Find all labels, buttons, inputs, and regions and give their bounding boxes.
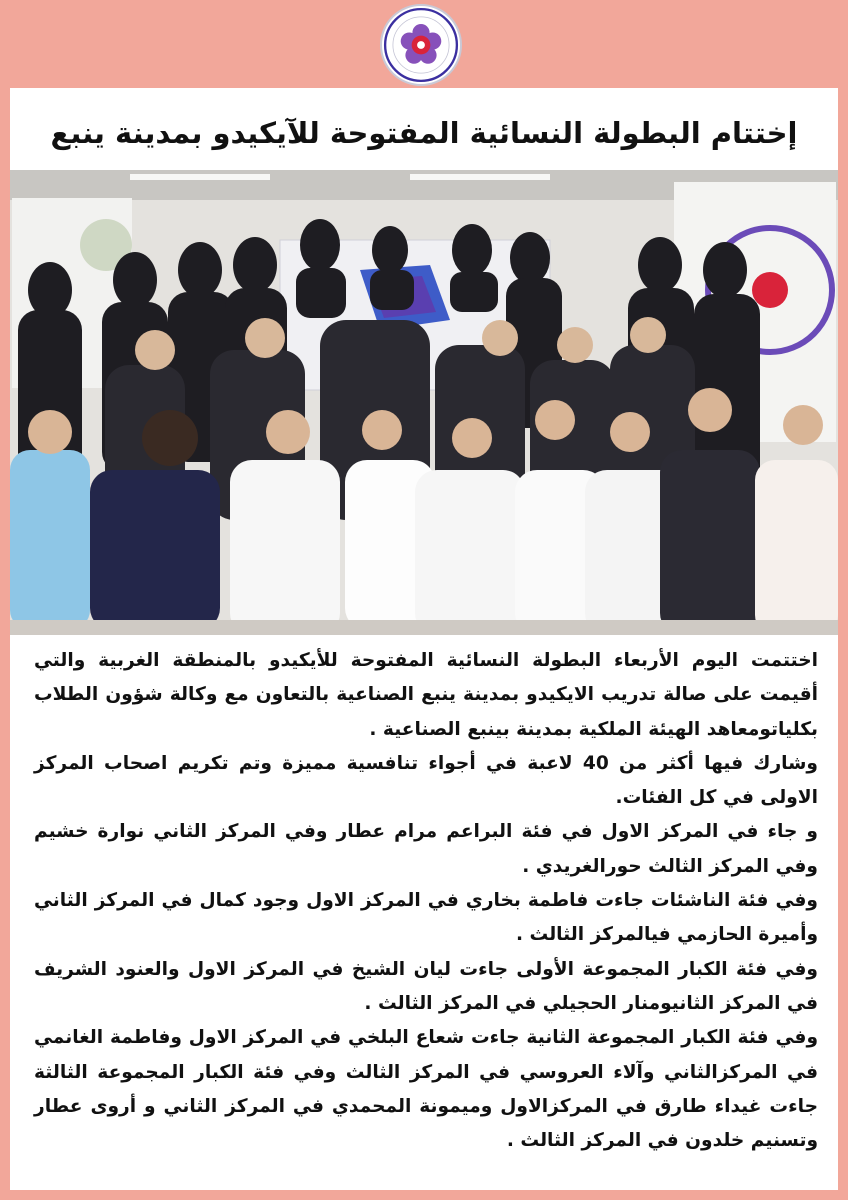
team-photo — [10, 170, 838, 635]
article-card — [10, 88, 838, 1190]
article-paragraph: اختتمت اليوم الأربعاء البطولة النسائية المفتوحة للأيكيدو بالمنطقة الغربية والتي أقيمت على صالة تدريب الايكيدو بمدينة ينبع الصناعية بالتعاون مع وكالة شؤون الطلاب بكلياتومعاهد الهيئة الملكية بمدينة بينبع الصناعية . — [34, 650, 818, 740]
article-paragraph: وشارك فيها أكثر من 40 لاعبة في أجواء تنافسية مميزة وتم تكريم اصحاب المركز الاولى في كل الفئات. — [34, 752, 818, 809]
article-paragraph: وفي فئة الناشئات جاءت فاطمة بخاري في المركز الاول وجود كمال في المركز الثاني وأميرة الحازمي فيالمركز الثالث . — [34, 890, 818, 946]
aikikai-logo-icon — [380, 4, 462, 86]
article-title: إختتام البطولة النسائية المفتوحة للآيكيدو بمدينة ينبع — [50, 116, 798, 150]
article-paragraph: وفي فئة الكبار المجموعة الأولى جاءت ليان الشيخ في المركز الاول والعنود الشريف في المركز الثانيومنار الحجيلي في المركز الثالث . — [34, 958, 818, 1014]
article-body — [34, 644, 818, 1158]
logo-emblem — [382, 6, 460, 84]
article-paragraph: و جاء في المركز الاول في فئة البراعم مرام عطار وفي المركز الثاني نوارة خشيم وفي المركز الثالث حورالغريدي . — [34, 821, 818, 877]
article-paragraph: وفي فئة الكبار المجموعة الثانية جاءت شعاع البلخي في المركز الاول وفاطمة الغانمي في المركزالثاني وآلاء العروسي في المركز الثالث وفي فئة الكبار المجموعة الثالثة جاءت غيداء طارق في المركزالاول وميمونة المحمدي في المركز الثاني و أروى عطار وتسنيم خلدون في المركز الثالث . — [34, 1027, 818, 1152]
team-photo-illustration — [10, 170, 838, 635]
